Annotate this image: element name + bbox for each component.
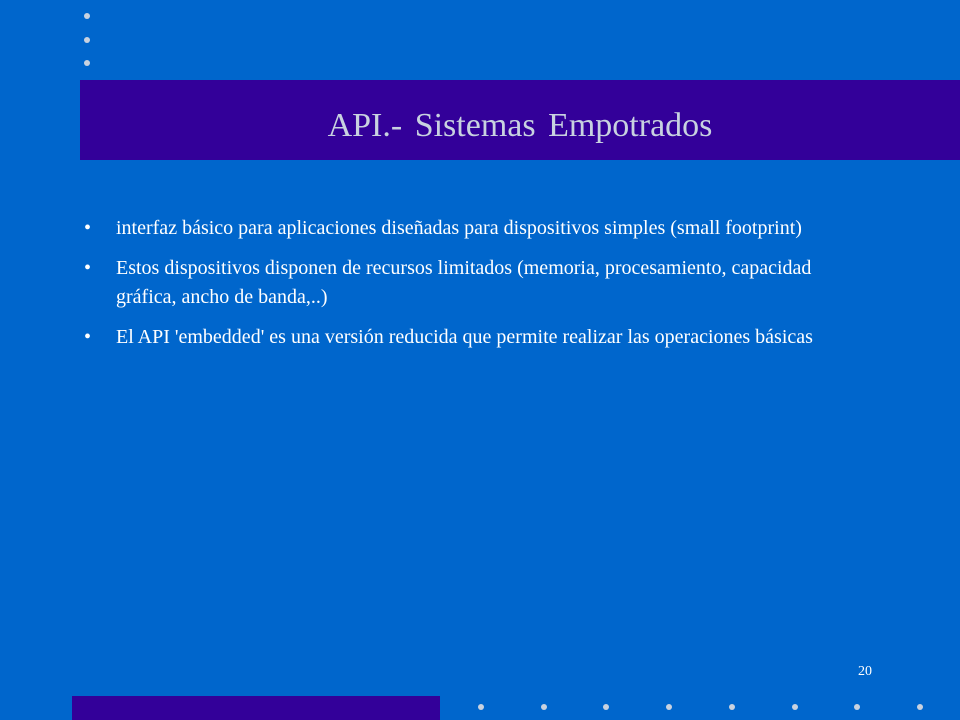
bullet-text: interfaz básico para aplicaciones diseñadas para dispositivos simples (small footprint) [116, 217, 802, 239]
decor-dot [917, 704, 923, 710]
decor-dot [84, 13, 90, 19]
title-band [80, 80, 960, 160]
bullet-text: Estos dispositivos disponen de recursos limitados (memoria, procesamiento, capacidad gráfica, ancho de banda,..) [116, 257, 812, 308]
bullet-marker: • [84, 257, 92, 279]
decor-dot [729, 704, 735, 710]
bullet-item [80, 323, 860, 352]
bullet-marker: • [84, 217, 92, 239]
bullet-item [80, 214, 860, 243]
decor-dot [666, 704, 672, 710]
slide-title: API.- Sistemas Empotrados [327, 107, 713, 144]
decor-dot [854, 704, 860, 710]
decor-dot [84, 37, 90, 43]
bullet-list [80, 214, 860, 363]
bullet-text: El API 'embedded' es una versión reducida que permite realizar las operaciones básicas [116, 326, 813, 348]
decor-dot [792, 704, 798, 710]
page-number: 20 [858, 664, 872, 679]
decor-dot [478, 704, 484, 710]
decor-dot [603, 704, 609, 710]
footer-band [72, 696, 440, 720]
bullet-marker: • [84, 326, 92, 348]
decor-dot [541, 704, 547, 710]
bullet-item [80, 254, 860, 312]
decor-dot [84, 60, 90, 66]
